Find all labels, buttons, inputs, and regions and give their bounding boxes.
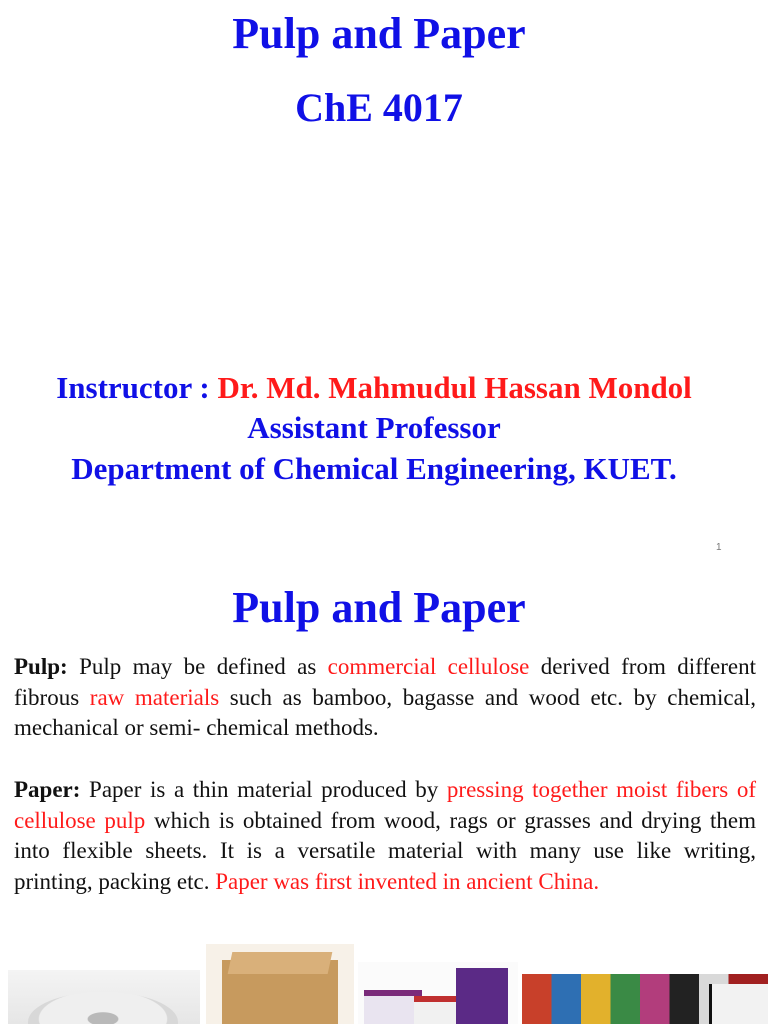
- course-code: ChE 4017: [295, 85, 463, 130]
- slide-2: [0, 566, 768, 1024]
- paper-text-2: which is obtained from wood, rags or grasses and drying them into flexible sheets. It is a versatile material with many use like writing, printing, packing etc.: [14, 807, 756, 894]
- paper-text-1: Paper is a thin material produced by: [80, 777, 447, 802]
- cardboard-box-image: [206, 944, 354, 1024]
- pulp-highlight-2: raw materials: [89, 684, 220, 710]
- paper-highlight-2: Paper was first invented in ancient China.: [215, 868, 600, 894]
- paper-term: Paper:: [14, 777, 81, 802]
- slide-number: 1: [716, 542, 722, 553]
- slide-title: Pulp and Paper: [232, 583, 526, 632]
- slide-title: Pulp and Paper: [232, 9, 526, 58]
- instructor-name: Dr. Md. Mahmudul Hassan Mondol: [217, 370, 692, 405]
- pulp-text-2: derived from different fibrous: [14, 654, 756, 710]
- pulp-highlight-1: commercial cellulose: [327, 654, 530, 679]
- paper-definition: [14, 775, 756, 897]
- pulp-text-3: such as bamboo, bagasse and wood etc. by chemical, mechanical or semi- chemical methods.: [14, 684, 756, 740]
- paper-reams-image: [358, 962, 518, 1024]
- pulp-text-1: Pulp may be defined as: [67, 654, 328, 679]
- magazines-image: [522, 974, 768, 1024]
- toilet-paper-roll-image: [8, 970, 200, 1024]
- pulp-definition: [14, 652, 756, 744]
- instructor-line: [0, 370, 748, 406]
- instructor-department: Department of Chemical Engineering, KUET.: [71, 451, 677, 486]
- instructor-position: Assistant Professor: [247, 410, 501, 445]
- instructor-label: Instructor :: [56, 370, 210, 405]
- paper-highlight-1: pressing together moist fibers of cellulose pulp: [14, 777, 756, 833]
- pulp-term: Pulp:: [14, 654, 68, 679]
